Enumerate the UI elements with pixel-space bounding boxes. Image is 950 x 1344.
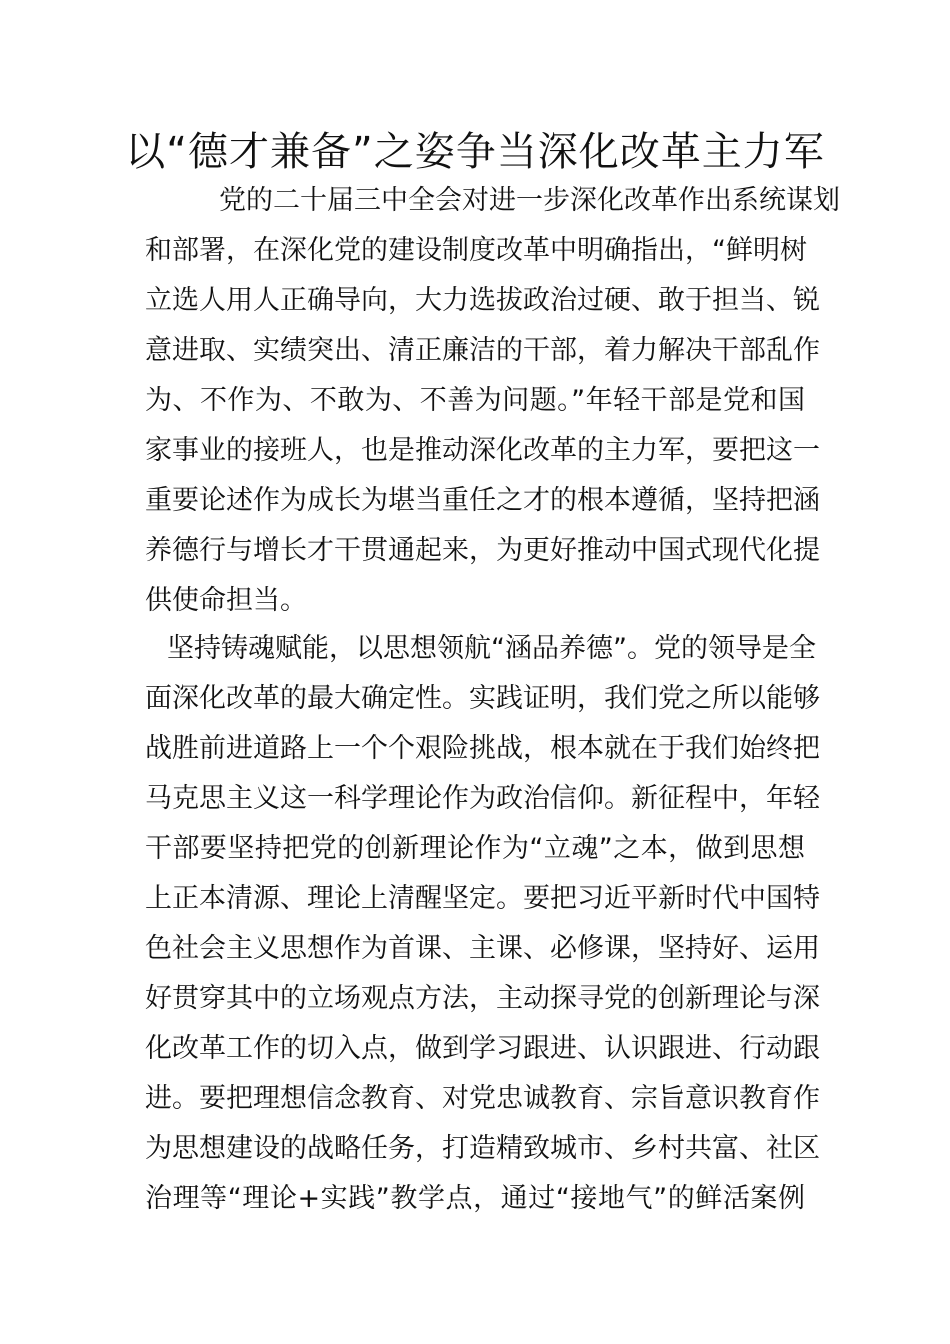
text-line: 战胜前进道路上一个个艰险挑战，根本就在于我们始终把	[145, 733, 820, 764]
text-line: 意进取、实绩突出、清正廉洁的干部，着力解决干部乱作	[145, 335, 820, 366]
text-line: 和部署，在深化党的建设制度改革中明确指出，“鲜明树	[145, 235, 807, 266]
paragraph-intro	[145, 176, 840, 626]
text-line: 马克思主义这一科学理论作为政治信仰。新征程中，年轻	[145, 783, 820, 814]
paragraph-section-one	[145, 624, 820, 1224]
text-line: 面深化改革的最大确定性。实践证明，我们党之所以能够	[145, 683, 820, 714]
text-line: 治理等“理论+实践”教学点，通过“接地气”的鲜活案例	[145, 1183, 805, 1214]
text-line: 上正本清源、理论上清醒坚定。要把习近平新时代中国特	[145, 883, 820, 914]
text-line: 化改革工作的切入点，做到学习跟进、认识跟进、行动跟	[145, 1033, 820, 1064]
text-line: 色社会主义思想作为首课、主课、必修课，坚持好、运用	[145, 933, 820, 964]
text-line: 供使命担当。	[145, 585, 307, 616]
text-line: 养德行与增长才干贯通起来，为更好推动中国式现代化提	[145, 535, 820, 566]
text-line: 为思想建设的战略任务，打造精致城市、乡村共富、社区	[145, 1133, 820, 1164]
text-line: 坚持铸魂赋能，以思想领航“涵品养德”。党的领导是全	[167, 633, 816, 664]
text-line: 干部要坚持把党的创新理论作为“立魂”之本，做到思想	[145, 833, 805, 864]
text-line: 进。要把理想信念教育、对党忠诚教育、宗旨意识教育作	[145, 1083, 820, 1114]
text-line: 立选人用人正确导向，大力选拔政治过硬、敢于担当、锐	[145, 285, 820, 316]
text-line: 党的二十届三中全会对进一步深化改革作出系统谋划	[219, 185, 840, 216]
text-line: 为、不作为、不敢为、不善为问题。”年轻干部是党和国	[145, 385, 805, 416]
text-line: 好贯穿其中的立场观点方法，主动探寻党的创新理论与深	[145, 983, 820, 1014]
text-line: 家事业的接班人，也是推动深化改革的主力军，要把这一	[145, 435, 820, 466]
text-line: 重要论述作为成长为堪当重任之才的根本遵循，坚持把涵	[145, 485, 820, 516]
article-title: 以“德才兼备”之姿争当深化改革主力军	[125, 129, 825, 175]
